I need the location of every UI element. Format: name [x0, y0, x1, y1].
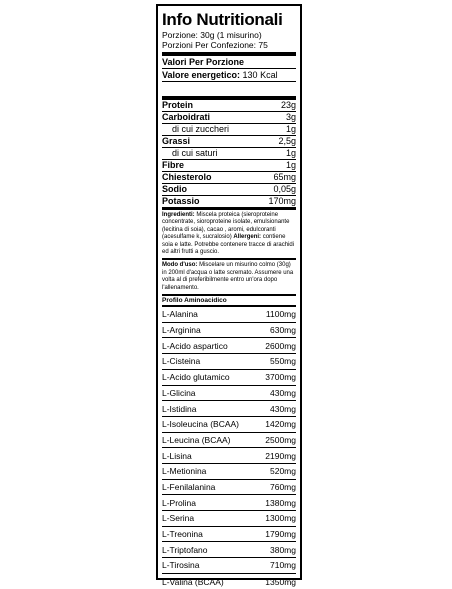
amino-value: 760mg	[270, 481, 296, 492]
amino-row	[162, 417, 296, 433]
energy-value: 130 Kcal	[242, 70, 278, 80]
nutrient-name: Chiesterolo	[162, 172, 212, 182]
amino-value: 430mg	[270, 387, 296, 398]
amino-name: L-Istidina	[162, 403, 197, 414]
amino-value: 550mg	[270, 356, 296, 367]
nutrient-name: Carboidrati	[162, 112, 211, 122]
nutrient-row	[162, 160, 296, 172]
amino-name: L-Glicina	[162, 387, 196, 398]
amino-row	[162, 511, 296, 527]
amino-row	[162, 464, 296, 480]
amino-value: 430mg	[270, 403, 296, 414]
nutrient-row	[162, 172, 296, 184]
amino-table	[162, 307, 296, 589]
amino-row	[162, 495, 296, 511]
nutrient-value: 65mg	[273, 172, 296, 182]
nutrient-value: 2,5g	[278, 136, 296, 146]
amino-value: 630mg	[270, 325, 296, 336]
allergens-text: contiene soia e latte. Potrebbe contenere tracce di arachidi ed altri frutti a guscio.	[162, 234, 295, 256]
amino-row	[162, 558, 296, 574]
amino-name: L-Alanina	[162, 309, 198, 320]
serving-size: Porzione: 30g (1 misurino)	[162, 30, 262, 40]
amino-row	[162, 338, 296, 354]
amino-row	[162, 307, 296, 323]
nutrient-row	[162, 148, 296, 160]
per-serving-header: Valori Per Porzione	[162, 57, 245, 67]
label-title: Info Nutritionali	[162, 10, 283, 29]
amino-row	[162, 370, 296, 386]
ingredients-label: Ingredienti:	[162, 212, 195, 218]
nutrient-name: di cui zuccheri	[172, 124, 230, 134]
usage-block	[162, 262, 296, 292]
amino-value: 1100mg	[265, 309, 296, 320]
amino-header: Profilo Aminoacidico	[162, 296, 296, 307]
amino-value: 2600mg	[265, 340, 296, 351]
usage-label: Modo d'uso:	[162, 262, 198, 269]
nutrient-name: Sodio	[162, 184, 187, 194]
nutrient-name: Protein	[162, 100, 194, 110]
amino-value: 1790mg	[265, 529, 296, 540]
amino-value: 380mg	[270, 544, 296, 555]
nutrient-value: 23g	[280, 100, 296, 110]
nutrition-label-content	[162, 6, 296, 587]
amino-value: 1350mg	[265, 576, 296, 587]
amino-row	[162, 323, 296, 339]
energy-label: Valore energetico:	[162, 70, 241, 80]
nutrient-name: Potassio	[162, 196, 200, 206]
amino-name: L-Serina	[162, 513, 195, 524]
amino-name: L-Isoleucina (BCAA)	[162, 419, 240, 430]
amino-name: L-Triptofano	[162, 544, 208, 555]
allergens-label: Allergeni:	[233, 234, 262, 241]
nutrient-table	[162, 100, 296, 208]
nutrient-value: 1g	[285, 148, 296, 158]
amino-row	[162, 401, 296, 417]
ingredients-text: Miscela proteica (sieroproteine concentrate, sioroproteine isolate, emulsionante (lecitina di soia), cacao , aromi, edulcoranti (acesulfame k, sucralosio)	[162, 212, 290, 241]
amino-row	[162, 354, 296, 370]
amino-name: L-Treonina	[162, 529, 203, 540]
amino-name: L-Prolina	[162, 497, 197, 508]
nutrient-value: 170mg	[268, 196, 296, 206]
amino-value: 1420mg	[265, 419, 296, 430]
amino-name: L-Tirosina	[162, 560, 200, 571]
nutrient-name: Fibre	[162, 160, 185, 170]
nutrient-value: 1g	[285, 160, 296, 170]
amino-value: 2500mg	[265, 434, 296, 445]
amino-value: 1300mg	[265, 513, 296, 524]
amino-name: L-Lisina	[162, 450, 192, 461]
ingredients-block	[162, 212, 296, 256]
amino-row	[162, 480, 296, 496]
nutrient-value: 3g	[285, 112, 296, 122]
amino-row	[162, 433, 296, 449]
amino-name: L-Leucina (BCAA)	[162, 434, 231, 445]
nutrient-row	[162, 184, 296, 196]
amino-name: L-Acido glutamico	[162, 372, 230, 383]
amino-row	[162, 386, 296, 402]
nutrient-value: 1g	[285, 124, 296, 134]
nutrient-row	[162, 112, 296, 124]
nutrient-row	[162, 124, 296, 136]
amino-name: L-Fenilalanina	[162, 481, 216, 492]
amino-row	[162, 448, 296, 464]
amino-row	[162, 527, 296, 543]
amino-value: 710mg	[270, 560, 296, 571]
energy-row	[162, 69, 296, 81]
nutrient-name: di cui saturi	[172, 148, 218, 158]
nutrient-name: Grassi	[162, 136, 191, 146]
amino-name: L-Arginina	[162, 325, 201, 336]
amino-name: L-Metionina	[162, 466, 207, 477]
servings-per-container: Porzioni Per Confezione: 75	[162, 40, 268, 50]
amino-row	[162, 574, 296, 589]
divider-medium	[162, 258, 296, 260]
amino-value: 520mg	[270, 466, 296, 477]
spacer	[162, 82, 296, 96]
nutrient-row	[162, 100, 296, 112]
usage-text: Miscelare un misurino colmo (30g) in 200ml d'acqua o latte scremato. Assumere una volta al di preferibilmente entro un'ora dopo l'allenamento.	[162, 262, 294, 291]
amino-value: 2190mg	[265, 450, 296, 461]
divider-thick	[162, 52, 296, 56]
nutrient-row	[162, 136, 296, 148]
nutrition-label	[156, 4, 302, 587]
nutrient-row	[162, 196, 296, 208]
divider-medium	[162, 208, 296, 210]
amino-name: L-Acido aspartico	[162, 340, 228, 351]
amino-value: 1380mg	[265, 497, 296, 508]
amino-value: 3700mg	[265, 372, 296, 383]
amino-name: L-Cisteina	[162, 356, 201, 367]
nutrient-value: 0,05g	[273, 184, 296, 194]
amino-row	[162, 542, 296, 558]
amino-name: L-Valina (BCAA)	[162, 576, 224, 587]
